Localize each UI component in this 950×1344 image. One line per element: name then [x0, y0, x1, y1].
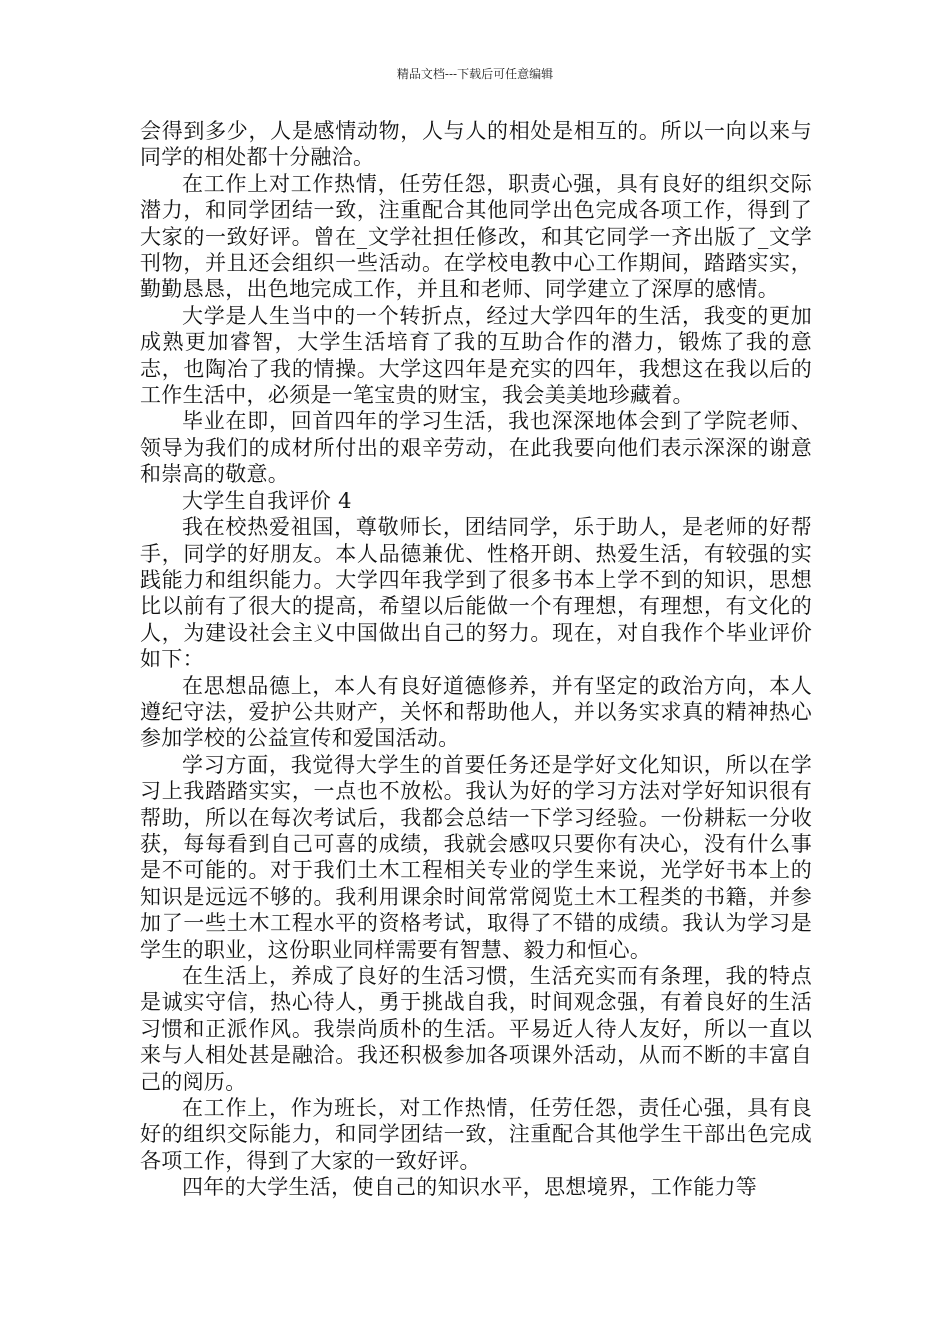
paragraph-work: 在工作上，作为班长，对工作热情，任劳任怨，责任心强，具有良好的组织交际能力，和同学团结一致，注重配合其他学生干部出色完成各项工作，得到了大家的一致好评。: [140, 1096, 812, 1173]
paragraph-four-years: 四年的大学生活，使自己的知识水平，思想境界，工作能力等: [182, 1175, 758, 1200]
paragraph-university-turning-point: 大学是人生当中的一个转折点，经过大学四年的生活，我变的更加成熟更加睿智，大学生活培育了我的互助合作的潜力，锻炼了我的意志，也陶冶了我的情操。大学这四年是充实的四年，我想这在我以后的工作生活中，必须是一笔宝贵的财宝，我会美美地珍藏着。: [140, 303, 812, 408]
page-header: 精品文档---下载后可任意编辑: [396, 67, 554, 81]
paragraph-study: 学习方面，我觉得大学生的首要任务还是学好文化知识，所以在学习上我踏踏实实，一点也不放松。我认为好的学习方法对学好知识很有帮助，所以在每次考试后，我都会总结一下学习经验。一份耕耘一分收获，每每看到自己可喜的成绩，我就会感叹只要你有决心，没有什么事是不可能的。对于我们土木工程相关专业的学生来说，光学好书本上的知识是远远不够的。我利用课余时间常常阅览土木工程类的书籍，并参加了一些土木工程水平的资格考试，取得了不错的成绩。我认为学习是学生的职业，这份职业同样需要有智慧、毅力和恒心。: [140, 752, 812, 962]
paragraph-moral-character: 在思想品德上，本人有良好道德修养，并有坚定的政治方向，本人遵纪守法，爱护公共财产，关怀和帮助他人，并以务实求真的精神热心参加学校的公益宣传和爱国活动。: [140, 673, 812, 751]
paragraph-work-attitude: 在工作上对工作热情，任劳任怨，职责心强，具有良好的组织交际潜力，和同学团结一致，注重配合其他同学出色完成各项工作，得到了大家的一致好评。曾在_文学社担任修改，和其它同学一齐出版了_文学刊物，并且还会组织一些活动。在学校电教中心工作期间，踏踏实实，勤勤恳恳，出色地完成工作，并且和老师、同学建立了深厚的感情。: [140, 171, 812, 302]
paragraph-life: 在生活上，养成了良好的生活习惯，生活充实而有条理，我的特点是诚实守信，热心待人，勇于挑战自我，时间观念强，有着良好的生活习惯和正派作风。我崇尚质朴的生活。平易近人待人友好，所以一直以来与人相处甚是融洽。我还积极参加各项课外活动，从而不断的丰富自己的阅历。: [140, 964, 812, 1094]
paragraph-graduation-thanks: 毕业在即，回首四年的学习生活，我也深深地体会到了学院老师、领导为我们的成材所付出的艰辛劳动，在此我要向他们表示深深的谢意和崇高的敬意。: [140, 409, 812, 487]
document-body: [140, 118, 812, 1201]
paragraph-intro: 我在校热爱祖国，尊敬师长，团结同学，乐于助人，是老师的好帮手，同学的好朋友。本人品德兼优、性格开朗、热爱生活，有较强的实践能力和组织能力。大学四年我学到了很多书本上学不到的知识，思想比以前有了很大的提高，希望以后能做一个有理想，有理想，有文化的人，为建设社会主义中国做出自己的努力。现在，对自我作个毕业评价如下：: [140, 515, 812, 672]
section-heading: 大学生自我评价 4: [182, 488, 352, 513]
paragraph-continuation: 会得到多少，人是感情动物，人与人的相处是相互的。所以一向以来与同学的相处都十分融洽。: [140, 119, 812, 170]
